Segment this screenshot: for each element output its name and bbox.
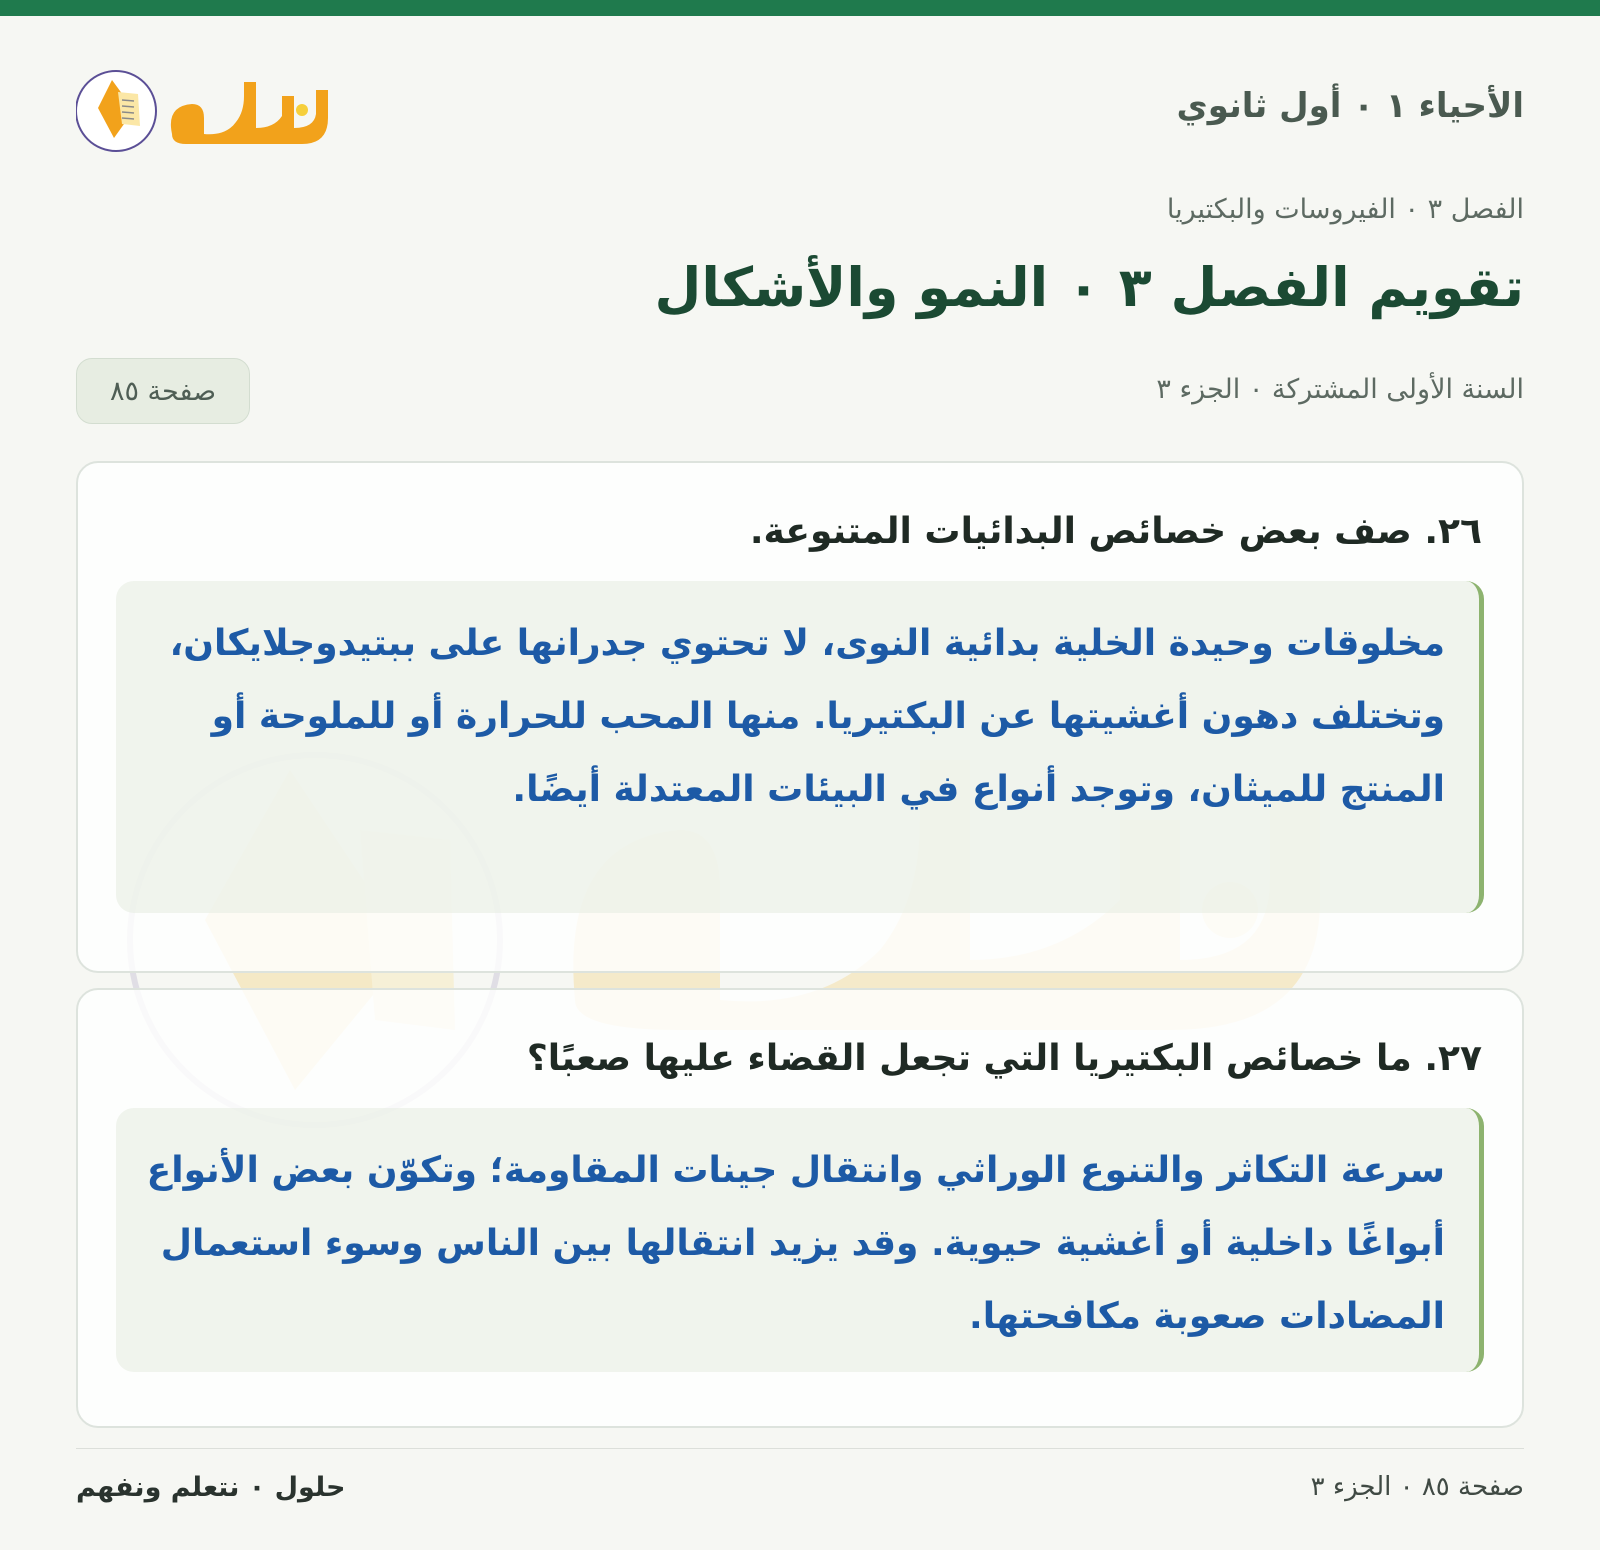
question-card <box>76 461 1524 973</box>
question-number: ٢٦. <box>1424 511 1482 552</box>
answer-box: سرعة التكاثر والتنوع الوراثي وانتقال جينات المقاومة؛ وتكوّن بعض الأنواع أبواغًا داخلية أو أغشية حيوية. وقد يزيد انتقالها بين الناس وسوء استعمال المضادات صعوبة مكافحتها. <box>116 1108 1484 1372</box>
page-container <box>76 16 1524 1550</box>
subject-title: الأحياء ١ ٠ أول ثانوي <box>1176 86 1524 126</box>
page-number-badge: صفحة ٨٥ <box>76 358 250 424</box>
top-accent-bar <box>0 0 1600 16</box>
footer-brand: حلول ٠ نتعلم ونفهم <box>76 1472 346 1503</box>
footer-divider <box>76 1448 1524 1449</box>
question-text: ما خصائص البكتيريا التي تجعل القضاء عليها صعبًا؟ <box>526 1038 1412 1079</box>
footer-page-ref: صفحة ٨٥ ٠ الجزء ٣ <box>1310 1472 1524 1502</box>
question-text: صف بعض خصائص البدائيات المتنوعة. <box>749 511 1412 552</box>
chapter-label: الفصل ٣ ٠ الفيروسات والبكتيريا <box>1166 194 1524 225</box>
question-card <box>76 988 1524 1428</box>
course-meta: السنة الأولى المشتركة ٠ الجزء ٣ <box>1156 374 1524 405</box>
hulul-logo[interactable] <box>76 56 336 152</box>
page-title: تقويم الفصل ٣ ٠ النمو والأشكال <box>654 256 1524 319</box>
answer-box: مخلوقات وحيدة الخلية بدائية النوى، لا تحتوي جدرانها على ببتيدوجلايكان، وتختلف دهون أغشيتها عن البكتيريا. منها المحب للحرارة أو للملوحة أو المنتج للميثان، وتوجد أنواع في البيئات المعتدلة أيضًا. <box>116 581 1484 913</box>
question-number: ٢٧. <box>1424 1038 1482 1079</box>
header <box>76 56 1524 152</box>
question-heading <box>527 1038 1482 1079</box>
question-heading <box>750 511 1482 552</box>
